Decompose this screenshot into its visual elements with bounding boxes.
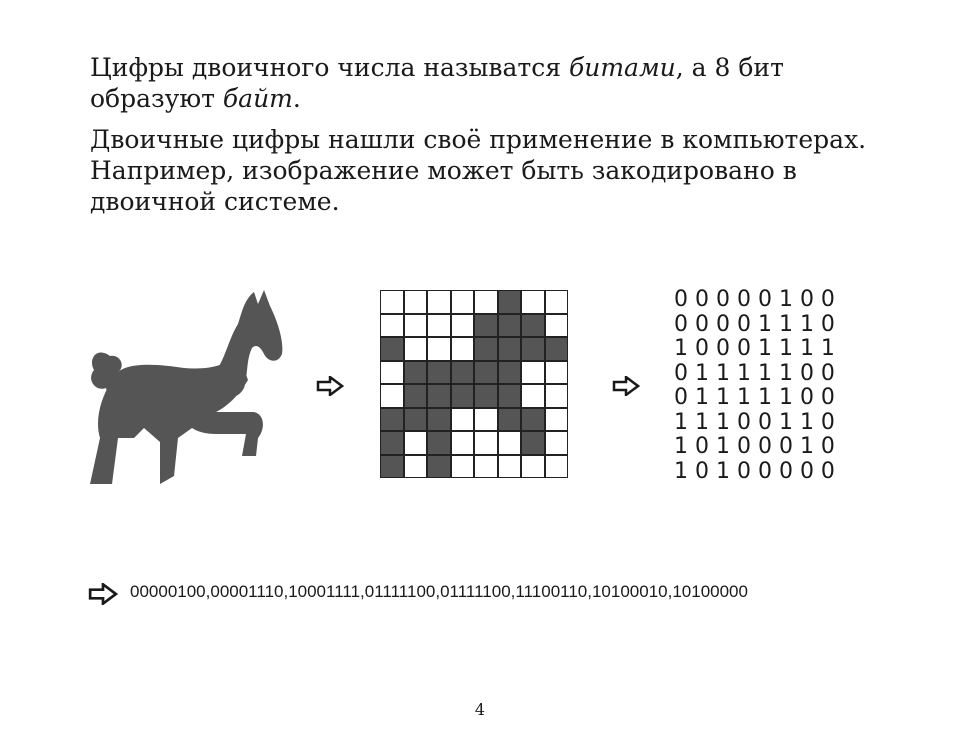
- grid-cell: [404, 361, 428, 385]
- grid-cell: [474, 431, 498, 455]
- grid-cell: [451, 431, 475, 455]
- binary-row: 1 0 1 0 0 0 1 0: [674, 434, 835, 459]
- binary-row: 0 0 0 0 0 1 0 0: [674, 287, 835, 312]
- grid-cell: [545, 455, 569, 479]
- grid-cell: [404, 431, 428, 455]
- grid-cell: [380, 455, 404, 479]
- grid-cell: [380, 337, 404, 361]
- grid-cell: [474, 337, 498, 361]
- grid-cell: [498, 314, 522, 338]
- outline-right-arrow-icon: [316, 376, 344, 396]
- outline-right-arrow-icon: [612, 376, 640, 396]
- grid-cell: [427, 361, 451, 385]
- binary-row: 0 0 0 0 1 1 1 0: [674, 311, 835, 337]
- binary-row: 0 1 1 1 1 1 0 0: [674, 385, 835, 410]
- grid-cell: [380, 431, 404, 455]
- grid-cell: [498, 361, 522, 385]
- binary-row: 1 0 1 0 0 0 0 0: [674, 458, 835, 484]
- term-byte: байт: [222, 84, 293, 113]
- grid-cell: [474, 455, 498, 479]
- grid-cell: [545, 361, 569, 385]
- text-part: .: [292, 84, 301, 113]
- binary-row: 1 0 0 0 1 1 1 1: [674, 336, 835, 361]
- grid-cell: [545, 384, 569, 408]
- grid-cell: [427, 314, 451, 338]
- byte-sequence: 00000100,00001110,10001111,01111100,01111100,11100110,10100010,10100000: [130, 582, 748, 601]
- grid-cell: [451, 361, 475, 385]
- grid-cell: [380, 408, 404, 432]
- grid-cell: [521, 431, 545, 455]
- grid-cell: [498, 455, 522, 479]
- grid-cell: [404, 384, 428, 408]
- paragraph-bits-definition: [90, 52, 890, 114]
- binary-row: 0 1 1 1 1 1 0 0: [674, 360, 835, 386]
- page-number: 4: [474, 700, 486, 719]
- grid-cell: [451, 290, 475, 314]
- grid-cell: [474, 290, 498, 314]
- grid-cell: [427, 408, 451, 432]
- grid-cell: [545, 431, 569, 455]
- grid-cell: [474, 408, 498, 432]
- grid-cell: [380, 314, 404, 338]
- grid-cell: [451, 314, 475, 338]
- grid-cell: [545, 290, 569, 314]
- grid-cell: [545, 314, 569, 338]
- grid-cell: [404, 290, 428, 314]
- grid-cell: [404, 337, 428, 361]
- text-part: Цифры двоичного числа называтся: [90, 53, 569, 82]
- grid-cell: [521, 361, 545, 385]
- grid-cell: [404, 408, 428, 432]
- grid-cell: [474, 314, 498, 338]
- grid-cell: [474, 361, 498, 385]
- grid-cell: [380, 290, 404, 314]
- grid-cell: [451, 408, 475, 432]
- grid-cell: [498, 337, 522, 361]
- grid-cell: [404, 455, 428, 479]
- grid-cell: [451, 384, 475, 408]
- grid-cell: [521, 408, 545, 432]
- grid-cell: [451, 337, 475, 361]
- grid-cell: [451, 455, 475, 479]
- grid-cell: [521, 290, 545, 314]
- grid-cell: [380, 361, 404, 385]
- grid-cell: [521, 337, 545, 361]
- paragraph-binary-usage: Двоичные цифры нашли своё применение в компьютерах. Например, изображение может быть закодировано в двоичной системе.: [90, 125, 867, 216]
- grid-cell: [498, 431, 522, 455]
- binary-matrix: [674, 288, 835, 484]
- grid-cell: [427, 455, 451, 479]
- grid-cell: [427, 290, 451, 314]
- grid-cell: [427, 337, 451, 361]
- term-bits: битами: [568, 53, 676, 82]
- text-part: , а 8 бит образуют: [90, 53, 784, 113]
- grid-cell: [545, 337, 569, 361]
- grid-cell: [498, 408, 522, 432]
- horse-silhouette-icon: [88, 288, 288, 488]
- outline-right-arrow-icon: [88, 583, 118, 605]
- grid-cell: [474, 384, 498, 408]
- grid-cell: [521, 455, 545, 479]
- grid-cell: [521, 314, 545, 338]
- grid-cell: [404, 314, 428, 338]
- grid-cell: [498, 290, 522, 314]
- grid-cell: [427, 384, 451, 408]
- grid-cell: [380, 384, 404, 408]
- grid-cell: [521, 384, 545, 408]
- binary-row: 1 1 1 0 0 1 1 0: [674, 409, 835, 435]
- grid-cell: [545, 408, 569, 432]
- grid-cell: [498, 384, 522, 408]
- grid-cell: [427, 431, 451, 455]
